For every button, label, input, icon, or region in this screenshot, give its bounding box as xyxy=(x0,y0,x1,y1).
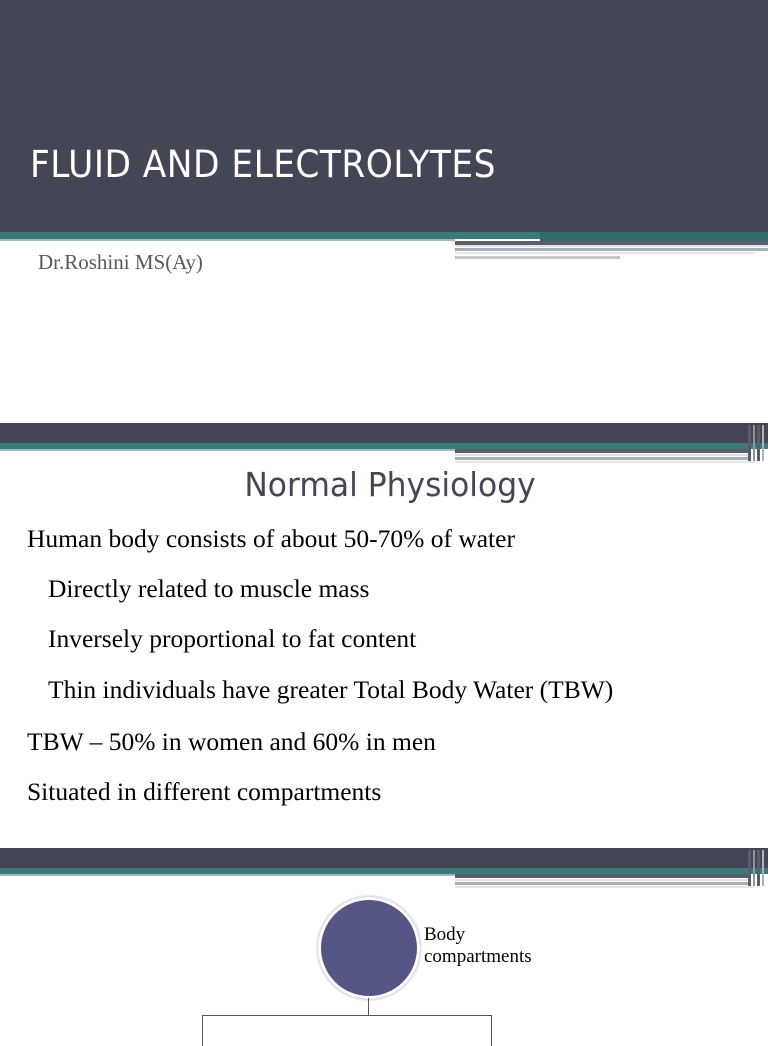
decor-line xyxy=(455,874,750,878)
accent-stripe-shadow xyxy=(0,449,455,451)
list-item: Situated in different compartments xyxy=(27,777,382,806)
list-item: TBW – 50% in women and 60% in men xyxy=(27,727,436,756)
diagram-child-node xyxy=(202,1015,492,1046)
decor-line xyxy=(455,256,620,259)
decor-tick xyxy=(762,425,764,461)
header-band xyxy=(0,848,768,868)
diagram-node-label: Body compartments xyxy=(424,924,532,967)
decor-line xyxy=(455,454,750,456)
presentation-title: FLUID AND ELECTROLYTES xyxy=(30,143,496,186)
decor-line xyxy=(455,248,768,251)
list-item: Human body consists of about 50-70% of water xyxy=(27,524,515,553)
decor-line xyxy=(455,886,755,888)
slide-body-compartments xyxy=(0,848,768,1024)
slide-heading: Normal Physiology xyxy=(244,465,536,504)
list-item: Inversely proportional to fat content xyxy=(48,624,417,653)
decor-tick xyxy=(748,850,751,886)
decor-line xyxy=(455,252,755,254)
list-item: Directly related to muscle mass xyxy=(48,574,370,603)
decor-tick xyxy=(753,425,755,461)
accent-stripe-right xyxy=(540,232,768,241)
title-band xyxy=(0,0,768,232)
decor-line xyxy=(455,461,755,463)
diagram-root-node xyxy=(318,897,420,999)
accent-stripe-shadow xyxy=(0,874,455,876)
decor-line xyxy=(455,457,750,460)
decor-line xyxy=(455,245,768,247)
decor-tick xyxy=(748,425,751,461)
accent-stripe-shadow xyxy=(0,239,455,241)
decor-tick xyxy=(757,850,760,886)
decor-tick xyxy=(753,850,755,886)
decor-line xyxy=(455,882,750,885)
presenter-name: Dr.Roshini MS(Ay) xyxy=(38,250,203,274)
decor-line xyxy=(455,449,750,453)
list-item: Thin individuals have greater Total Body Water (TBW) xyxy=(48,675,614,704)
diagram-connector xyxy=(368,998,369,1016)
header-band xyxy=(0,423,768,443)
slide-normal-physiology xyxy=(0,423,768,833)
decor-tick xyxy=(757,425,760,461)
decor-tick xyxy=(762,850,764,886)
decor-line xyxy=(455,879,750,881)
slide-title xyxy=(0,0,768,405)
